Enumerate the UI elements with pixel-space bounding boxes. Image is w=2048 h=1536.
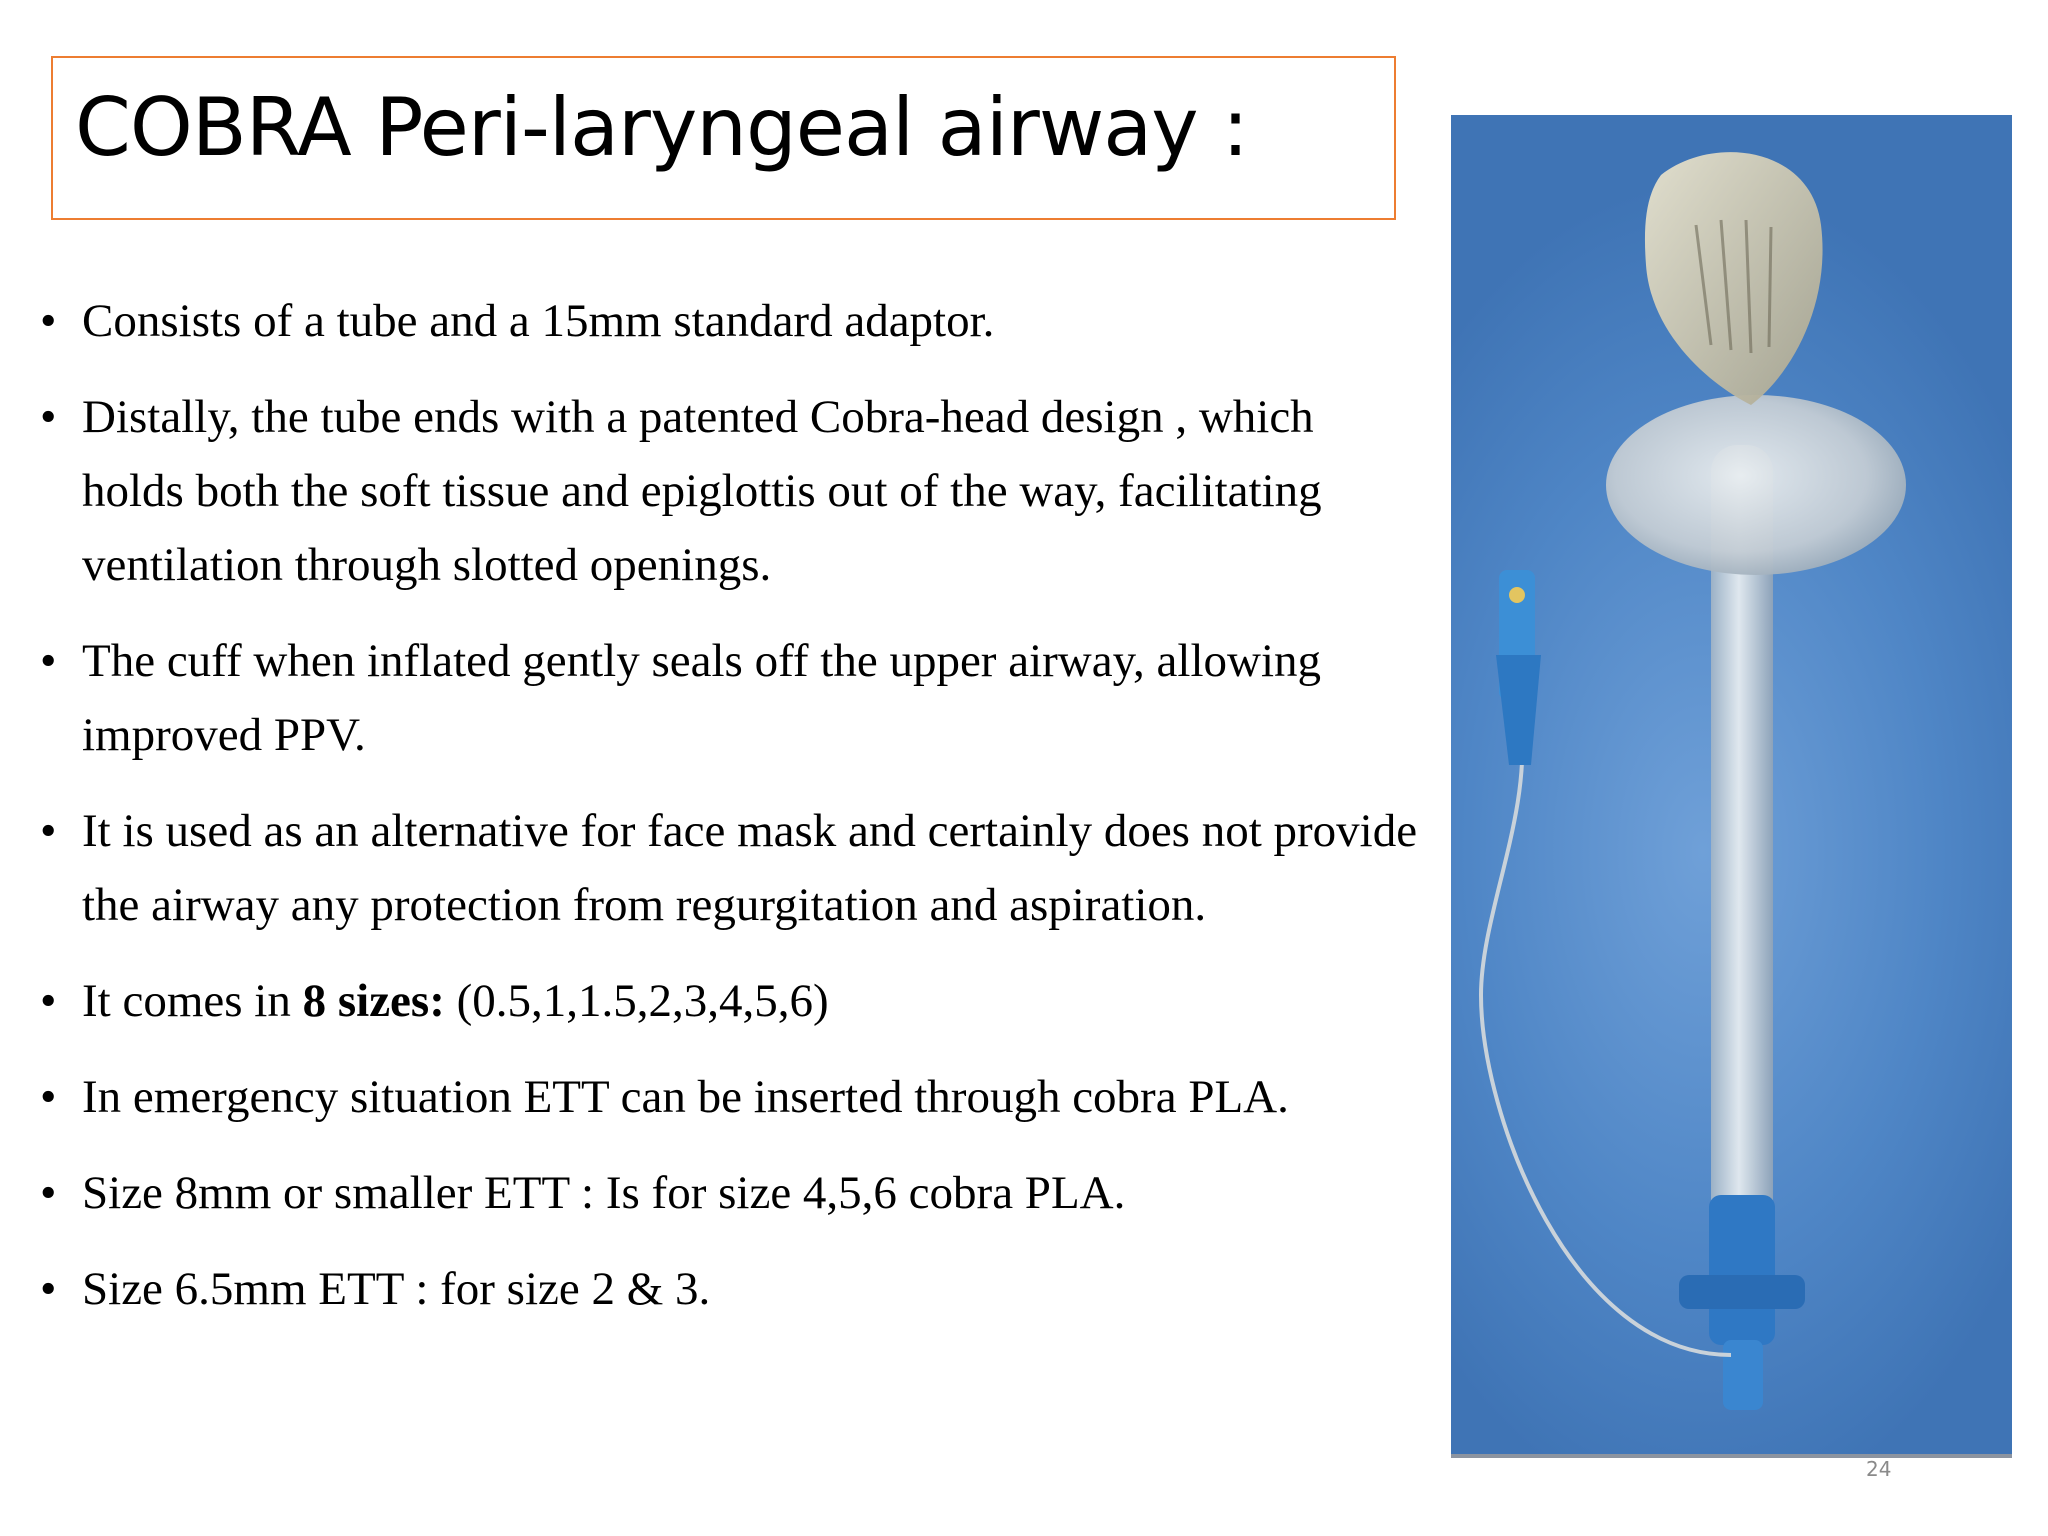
bullet-text: Size 8mm or smaller ETT : Is for size 4,5,6 cobra PLA. [82,1167,1126,1219]
bullet-dot: • [40,1071,57,1123]
bullet-text: In emergency situation ETT can be inserted through cobra PLA. [82,1071,1289,1123]
bullet-item [40,624,1420,772]
bullet-text: Consists of a tube and a 15mm standard adaptor. [82,295,995,347]
bullet-text: Distally, the tube ends with a patented Cobra-head design , which holds both the soft tissue and epiglottis out of the way, facilitating ventilation through slotted openings. [82,391,1322,591]
bullet-text-prefix: It comes in [82,975,303,1027]
bullet-text: Size 6.5mm ETT : for size 2 & 3. [82,1263,711,1315]
bullet-list [40,284,1420,1348]
bullet-item [40,284,1420,358]
bullet-text: It is used as an alternative for face mask and certainly does not provide the airway any protection from regurgitation and aspiration. [82,805,1418,931]
bullet-item [40,1252,1420,1326]
bullet-item [40,794,1420,942]
bullet-dot: • [40,1167,57,1219]
bullet-item [40,1156,1420,1230]
bullet-text: The cuff when inflated gently seals off the upper airway, allowing improved PPV. [82,635,1322,761]
bullet-text-bold: 8 sizes: [302,975,445,1027]
bullet-item [40,1060,1420,1134]
cobra-airway-photo [1451,115,2012,1458]
cobra-device-illustration [1451,115,2012,1454]
bullet-item [40,380,1420,602]
bullet-item [40,964,1420,1038]
bullet-dot: • [40,1263,57,1315]
slide-title: COBRA Peri-laryngeal airway : [75,81,1248,174]
page-number: 24 [1866,1457,1892,1481]
bullet-dot: • [40,975,57,1027]
bullet-dot: • [40,635,57,687]
bullet-text-suffix: (0.5,1,1.5,2,3,4,5,6) [444,975,829,1027]
bullet-dot: • [40,805,57,857]
bullet-dot: • [40,295,57,347]
bullet-dot: • [40,391,57,443]
title-box [51,56,1396,220]
